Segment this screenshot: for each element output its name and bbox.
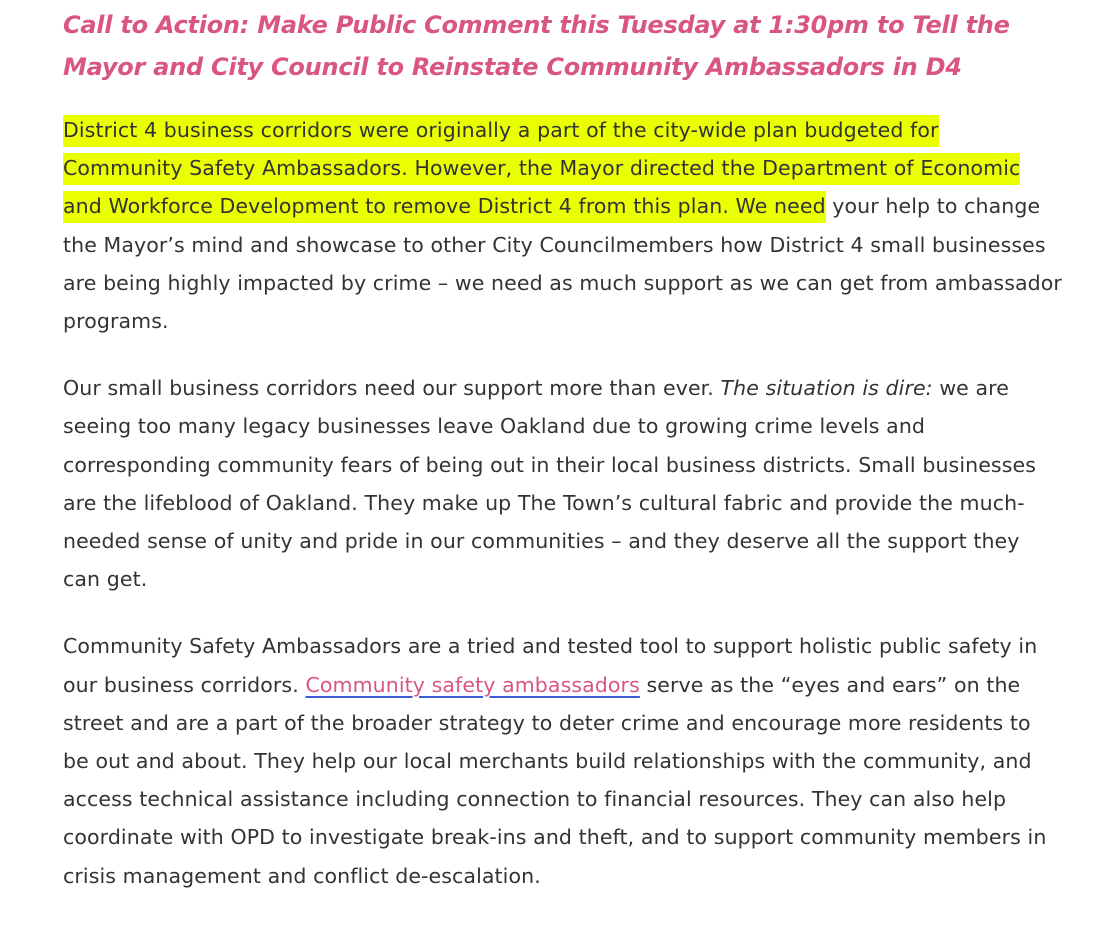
paragraph-text: Community Safety Ambassadors are a tried and tested tool to support holistic public safety in our business corridors.: [63, 634, 1038, 697]
paragraph-text: serve as the “eyes and ears” on the street and are a part of the broader strategy to deter crime and encourage more residents to be out and about. They help our local merchants build relationships with the community, and access technical assistance including connection to financial resources. They can also help coordinate with OPD to investigate break-ins and theft, and to support community members in crisis management and conflict de-escalation.: [63, 672, 1047, 888]
call-to-action-heading: Call to Action: Make Public Comment this Tuesday at 1:30pm to Tell the Mayor and City Council to Reinstate Community Ambassadors in D4: [63, 11, 1010, 81]
paragraph-small-business: [63, 369, 1063, 598]
highlighted-text: District 4 business corridors were originally a part of the city-wide plan budgeted for Community Safety Ambassadors. However, the Mayor directed the Department of Economic and Workforce Development to remove District 4 from this plan. We need: [63, 115, 1020, 223]
paragraph-text: we are seeing too many legacy businesses leave Oakland due to growing crime levels and corresponding community fears of being out in their local business districts. Small businesses are the lifeblood of Oakland. They make up The Town’s cultural fabric and provide the much-needed sense of unity and pride in our communities – and they deserve all the support they can get.: [63, 376, 1036, 592]
paragraph-district-4: [63, 111, 1063, 340]
community-safety-ambassadors-link[interactable]: Community safety ambassadors: [305, 672, 640, 697]
paragraph-ambassadors: [63, 627, 1063, 894]
italic-text: The situation is dire:: [720, 376, 933, 401]
paragraph-text: your help to change the Mayor’s mind and showcase to other City Councilmembers how District 4 small businesses are being highly impacted by crime – we need as much support as we can get from ambassador programs.: [63, 194, 1062, 334]
paragraph-text: Our small business corridors need our support more than ever.: [63, 376, 721, 401]
article-body: [63, 4, 1063, 895]
